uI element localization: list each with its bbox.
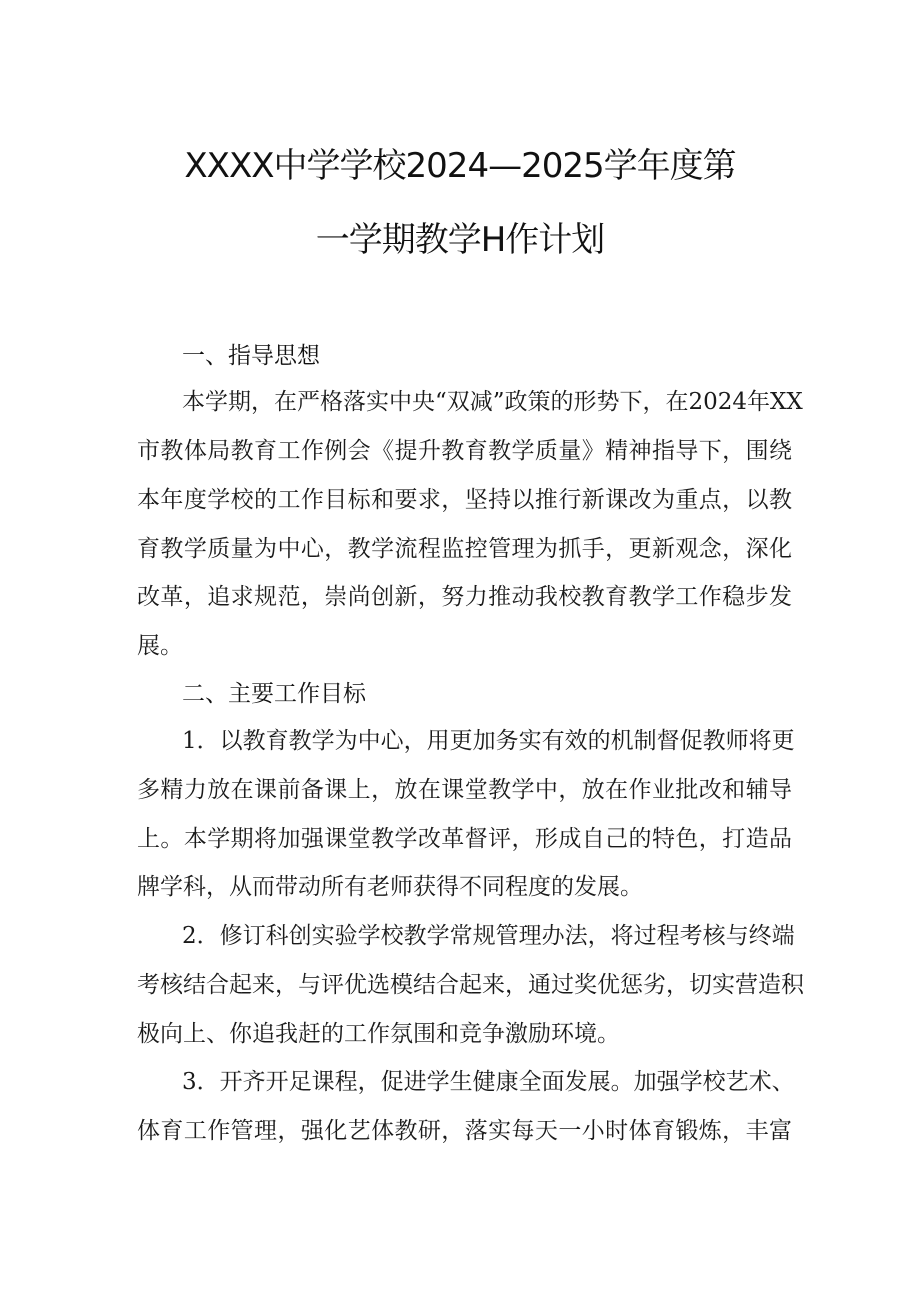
paragraph-line: 育教学质量为中心，教学流程监控管理为抓手，更新观念，深化 [137,536,792,562]
list-item-line: 3．开齐开足课程，促进学生健康全面发展。加强学校艺术、 [182,1069,795,1095]
paragraph-line: 本学期，在严格落实中央“双减”政策的形势下，在2024年XX [182,389,803,415]
list-item-line: 多精力放在课前备课上，放在课堂教学中，放在作业批改和辅导 [137,777,792,803]
section-heading-main-goals: 二、主要工作目标 [182,681,366,707]
list-item-line: 体育工作管理，强化艺体教研，落实每天一小时体育锻炼，丰富 [137,1118,792,1144]
paragraph-line: 展。 [137,633,183,659]
paragraph-line: 改革，追求规范，崇尚创新，努力推动我校教育教学工作稳步发 [137,584,792,610]
document-title-line-1: XXXX中学学校2024—2025学年度第 [184,146,736,186]
paragraph-line: 市教体局教育工作例会《提升教育教学质量》精神指导下，围绕 [137,438,792,464]
section-heading-guiding-ideology: 一、指导思想 [182,343,320,369]
paragraph-line: 本年度学校的工作目标和要求，坚持以推行新课改为重点，以教 [137,487,792,513]
list-item-line: 极向上、你追我赶的工作氛围和竞争激励环境。 [137,1021,620,1047]
document-title-line-2: 一学期教学H作计划 [315,220,605,260]
list-item-line: 1．以教育教学为中心，用更加务实有效的机制督促教师将更 [182,728,795,754]
list-item-line: 牌学科，从而带动所有老师获得不同程度的发展。 [137,874,643,900]
list-item-line: 2．修订科创实验学校教学常规管理办法，将过程考核与终端 [182,923,795,949]
list-item-line: 上。本学期将加强课堂教学改革督评，形成自己的特色，打造品 [137,826,792,852]
list-item-line: 考核结合起来，与评优选模结合起来，通过奖优惩劣，切实营造积 [137,972,804,998]
